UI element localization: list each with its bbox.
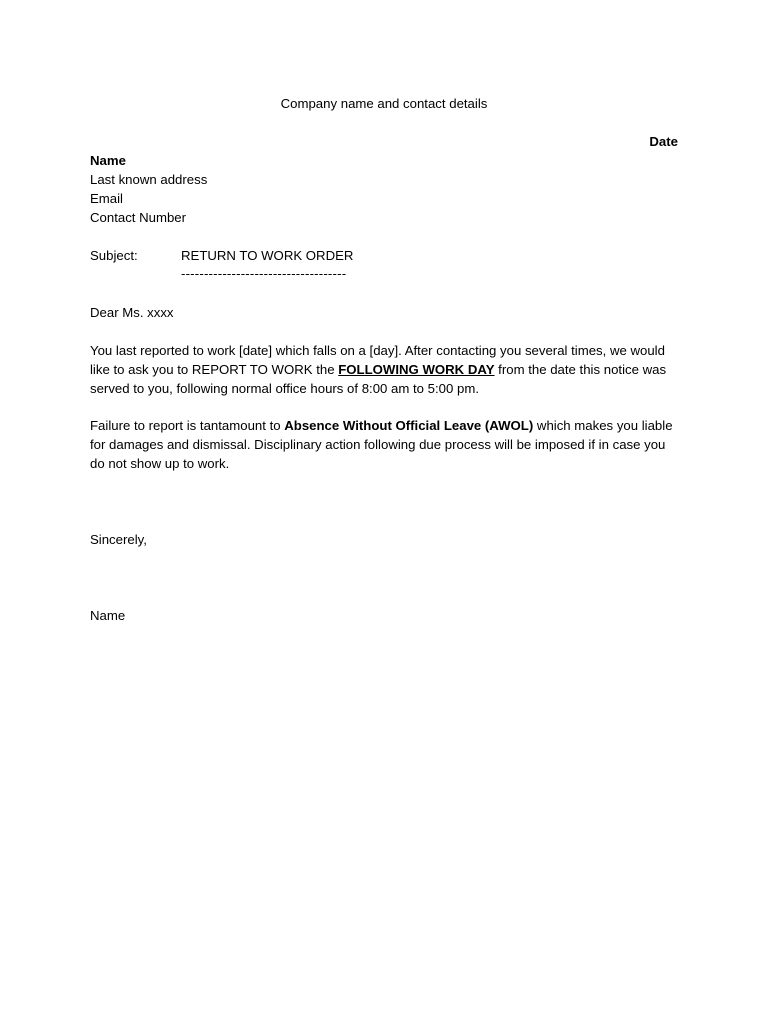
paragraph-1-emphasis: FOLLOWING WORK DAY	[338, 362, 495, 377]
paragraph-1-text-b: from the date this notice was served to you, following normal office hours of 8:00 am to 5:00 pm.	[90, 362, 667, 396]
paragraph-2-text-a: Failure to report is tantamount to	[90, 418, 285, 433]
date-label: Date	[649, 134, 678, 149]
body-paragraph-2	[90, 416, 680, 473]
subject-divider: ------------------------------------	[181, 266, 347, 281]
salutation: Dear Ms. xxxx	[90, 305, 174, 320]
recipient-email: Email	[90, 191, 123, 206]
company-header: Company name and contact details	[280, 96, 488, 111]
signature-name: Name	[90, 608, 126, 623]
subject-label: Subject:	[90, 248, 138, 263]
subject-text: RETURN TO WORK ORDER	[181, 248, 354, 263]
recipient-contact: Contact Number	[90, 210, 187, 225]
recipient-name: Name	[90, 153, 126, 168]
paragraph-2-emphasis: Absence Without Official Leave (AWOL)	[284, 418, 534, 433]
recipient-address: Last known address	[90, 172, 208, 187]
body-paragraph-1	[90, 341, 680, 398]
paragraph-1-text-a: You last reported to work [date] which falls on a [day]. After contacting you several times, we would like to ask you to REPORT TO WORK the	[90, 343, 665, 377]
paragraph-2-text-b: which makes you liable for damages and dismissal. Disciplinary action following due process will be imposed if in case you do not show up to work.	[90, 418, 673, 471]
recipient-block	[90, 151, 207, 227]
closing: Sincerely,	[90, 532, 147, 547]
